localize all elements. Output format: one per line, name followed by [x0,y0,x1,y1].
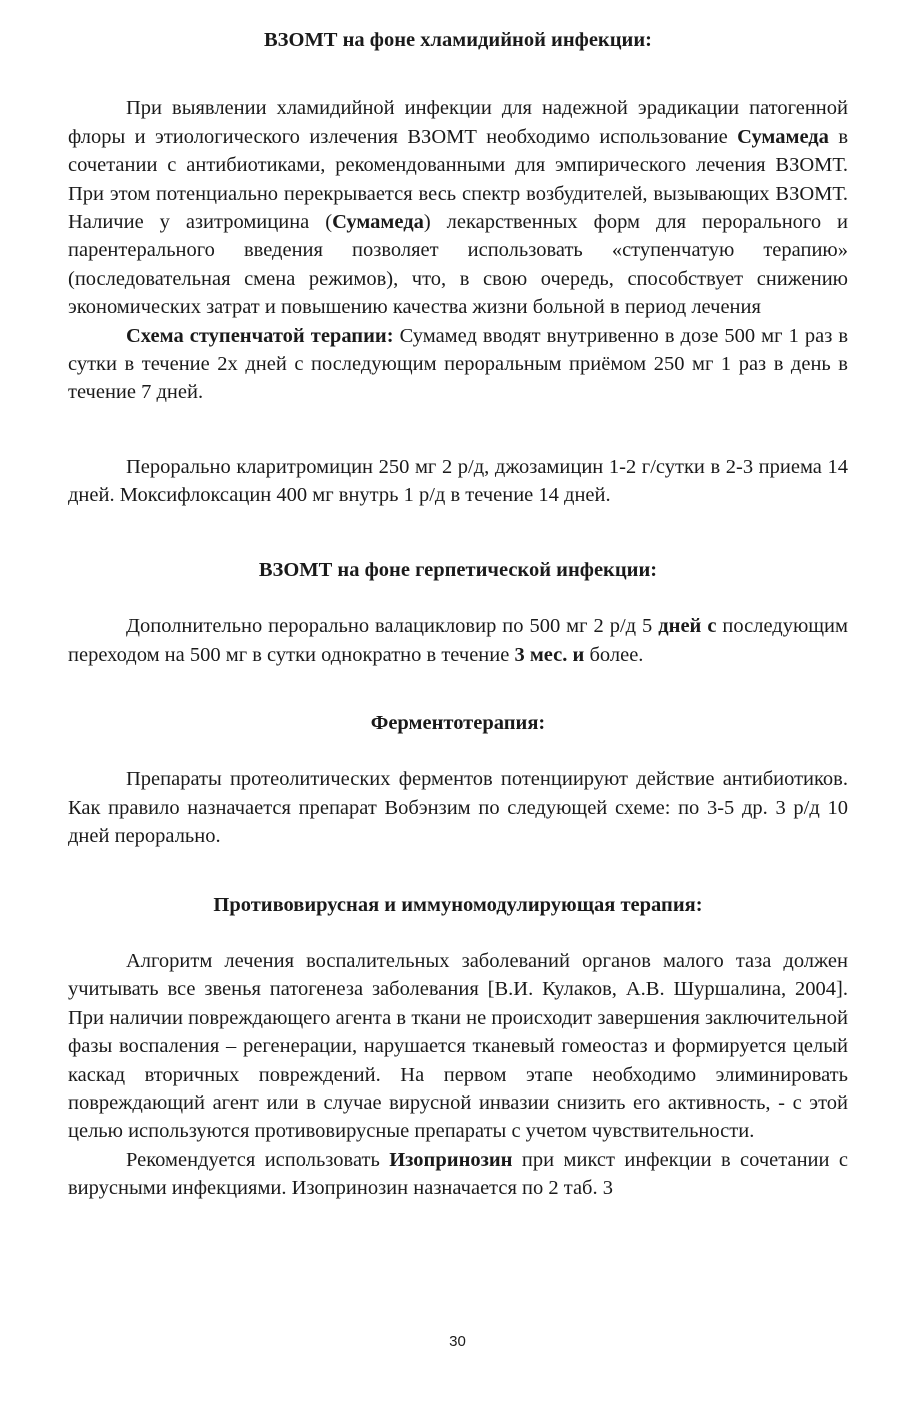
bold-term: Схема ступенчатой терапии: [126,324,394,347]
text-run: ) лекарственных форм для перорального и парентерального введения позволяет использовать «ступенчатую терапию» (последовательная смена режимов), что, в свою очередь, способствует снижению экономических затрат и повышению качества жизни больной в период лечения [68,211,848,319]
text-run: последующим переходом на 500 мг в сутки однократно в течение [68,615,848,666]
text-run: Рекомендуется использовать [126,1148,390,1171]
bold-drug-name: Сумамеда [737,125,829,148]
paragraph-chlamydia-sumamed [68,94,848,321]
bold-term: дней с [658,615,717,638]
text-run: Сумамед вводят внутривенно в дозе 500 мг 1 раз в сутки в течение 2х дней с последующим пероральным приёмом 250 мг 1 раз в день в течение 7 дней. [68,324,848,404]
paragraph-step-therapy [68,322,848,407]
heading-antiviral-therapy: Противовирусная и иммуномодулирующая терапия: [213,893,703,916]
heading-chlamydia: ВЗОМТ на фоне хламидийной инфекции: [264,29,652,51]
bold-drug-name: Сумамеда [332,211,424,234]
heading-herpes: ВЗОМТ на фоне герпетической инфекции: [258,558,658,581]
document-page [68,26,848,1203]
text-run: при микст инфекции в сочетании с вирусными инфекциями. Изопринозин назначается по 2 таб. 3 [68,1148,848,1200]
text-run: При выявлении хламидийной инфекции для надежной эрадикации патогенной флоры и этиологического излечения ВЗОМТ необходимо использование [68,97,848,148]
text-run: более. [584,643,644,666]
paragraph-oral-therapy: Перорально кларитромицин 250 мг 2 р/д, джозамицин 1-2 г/сутки в 2-3 приема 14 дней. Моксифлоксацин 400 мг внутрь 1 р/д в течение 14 дней. [68,455,848,507]
paragraph-antiviral-algorithm: Алгоритм лечения воспалительных заболеваний органов малого таза должен учитывать все звенья патогенеза заболевания [В.И. Кулаков, А.В. Шуршалина, 2004]. При наличии повреждающего агента в ткани не происходит завершения заключительной фазы воспаления – регенерации, нарушается тканевый гомеостаз и формируется целый каскад вторичных повреждений. На первом этапе необходимо элиминировать повреждающий агент или в случае вирусной инвазии снизить его активность, - с этой целью используются противовирусные препараты с учетом чувствительности. [68,949,848,1143]
text-run: в сочетании с антибиотиками, рекомендованными для эмпирического лечения ВЗОМТ. При этом потенциально перекрывается весь спектр возбудителей, вызывающих ВЗОМТ. Наличие у азитромицина ( [68,125,848,234]
paragraph-enzyme-therapy: Препараты протеолитических ферментов потенциируют действие антибиотиков. Как правило назначается препарат Вобэнзим по следующей схеме: по 3-5 др. 3 р/д 10 дней перорально. [68,768,848,848]
paragraph-herpes-valacyclovir [68,612,848,669]
paragraph-isoprinosine [68,1146,848,1203]
bold-drug-name: Изопринозин [389,1148,513,1171]
text-run: Дополнительно перорально валацикловир по 500 мг 2 р/д 5 [126,615,659,638]
page-number: 30 [449,1333,466,1350]
heading-enzyme-therapy: Ферментотерапия: [370,711,546,734]
bold-term: 3 мес. и [514,643,585,666]
